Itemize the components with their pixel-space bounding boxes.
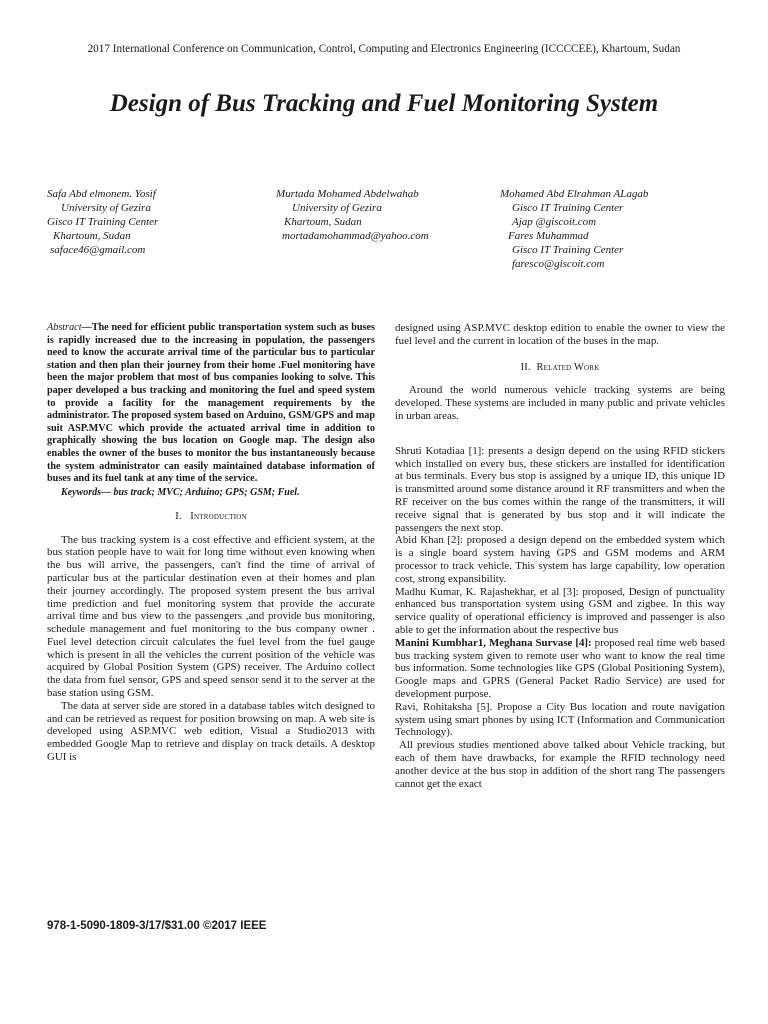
author-email: Ajap @giscoit.com <box>512 216 597 228</box>
section-heading-introduction <box>47 511 375 524</box>
intro-paragraph-2: The data at server side are stored in a database tables witch designed to and can be retrieved as request for position browsing on map. A web site is developed using ASP.MVC web edition, Visual a Studio2013 with embedded Google Map to retrieve and display on track details. A desktop GUI is <box>47 699 375 764</box>
right-column <box>395 322 725 790</box>
paper-title: Design of Bus Tracking and Fuel Monitoring System <box>109 90 659 117</box>
section-number: I. <box>175 510 182 522</box>
section-heading-related-work <box>395 362 725 375</box>
abstract-label: Abstract <box>47 322 82 333</box>
author-block-1 <box>47 187 158 257</box>
intro-paragraph-1: The bus tracking system is a cost effective and efficient system, at the bus station people have to wait for long time without even knowing when the bus will arrive, the passengers, can't find the time of arrival of particular bus at the particular destination even at their homes and plan their journey accordingly. The proposed system present the bus arrival time prediction and fuel monitoring system that provide the accurate arrival time and bus view to the passengers ,and provide bus monitoring, schedule management and fuel monitoring to the bus company owner . Fuel level detection circuit calculates the fuel level from the fuel gauge which is present in all the vehicles the current position of the vehicle was acquired by Global Position System (GPS) receiver. The Arduino collect the data from fuel sensor, GPS and speed sensor send it to the server at the base station using GSM. <box>47 533 375 700</box>
author-affiliation: University of Gezira <box>292 202 382 214</box>
related-paragraph-5 <box>395 637 725 701</box>
related-paragraph-7: All previous studies mentioned above talked about Vehicle tracking, but each of them have drawbacks, for example the RFID technology need another device at the bus stop in addition of the short rang The passengers cannot get the exact <box>395 739 725 790</box>
related-paragraph-6: Ravi, Rohitaksha [5]. Propose a City Bus location and route navigation system using smart phones by using ICT (Information and Communication Technology). <box>395 700 725 739</box>
author-location: Khartoum, Sudan <box>53 230 131 242</box>
keywords-text: bus track; MVC; Arduino; GPS; GSM; Fuel. <box>113 486 300 498</box>
author-affiliation: University of Gezira <box>61 202 151 214</box>
author-email: mortadamohammad@yahoo.com <box>282 230 429 242</box>
author-email: faresco@giscoit.com <box>512 258 605 270</box>
related-paragraph-3: Abid Khan [2]: proposed a design depend on the embedded system which is a single board system having GPS and GSM modems and ARM processor to track vehicle. This system has large capability, low operation cost, strong expansibility. <box>395 534 725 585</box>
author-email: saface46@gmail.com <box>50 244 146 256</box>
author-block-2 <box>276 187 429 243</box>
author-location: Khartoum, Sudan <box>284 216 362 228</box>
author-block-3 <box>500 187 648 271</box>
author-name-secondary: Fares Muhammad <box>508 230 589 242</box>
author-name: Safa Abd elmonem. Yosif <box>47 188 156 200</box>
abstract: Abstract—The need for efficient public transportation system such as buses is rapidly increased due to the increasing in population, the passengers need to know the accurate arrival time of the particular bus to particular station and then plan their journey from their home .Fuel monitoring have been the major problem that most of bus companies looking to solve. This paper developed a bus tracking and monitoring the fuel and speed system to provide a facility for the management requirements by the administrator. The proposed system based on Arduino, GSM/GPS and map suit ASP.MVC which provide the actuated arrival time in addition to graphically showing the bus location on Google map. The design also enables the owner of the buses to monitor the bus instantaneously because the system administrator can easily maintained database information of buses and its fuel tank at any time of the service. <box>47 322 375 485</box>
abstract-text: The need for efficient public transportation system such as buses is rapidly increased due to the increasing in population, the passengers need to know the accurate arrival time of the particular bus to particular station and then plan their journey from their home .Fuel monitoring have been the major problem that most of bus companies looking to solve. This paper developed a bus tracking and monitoring the fuel and speed system to provide a facility for the management requirements by the administrator. The proposed system based on Arduino, GSM/GPS and map suit ASP.MVC which provide the actuated arrival time in addition to graphically showing the bus location on Google map. The design also enables the owner of the buses to monitor the bus instantaneously because the system administrator can easily maintained database information of buses and its fuel tank at any time of the service. <box>47 322 375 485</box>
related-paragraph-5-text: proposed real time web based bus tracking system given to remote user who want to know the real time bus information. Some technologies like GPS (Global Positioning System), Google maps and GPRS (General Packet Radio Service) are used for development purpose. <box>395 636 725 700</box>
author-affiliation: Gisco IT Training Center <box>512 202 624 214</box>
related-paragraph-5-authors: Manini Kumbhar1, Meghana Survase [4]: <box>395 636 592 649</box>
copyright-footer: 978-1-5090-1809-3/17/$31.00 ©2017 IEEE <box>47 920 267 932</box>
keywords-label: Keywords <box>61 486 101 498</box>
section-number: II. <box>520 361 531 373</box>
keywords: Keywords— bus track; MVC; Arduino; GPS; GSM; Fuel. <box>61 486 300 498</box>
author-name: Mohamed Abd Elrahman ALagab <box>500 188 649 200</box>
author-name: Murtada Mohamed Abdelwahab <box>276 188 419 200</box>
related-paragraph-2: Shruti Kotadiaa [1]: presents a design depend on the using RFID stickers which installed on every bus, these stickers are installed for identification at bus terminals. Every bus stop is assigned by a unique ID, this unique ID is transmitted around some distance around it RF transmitters and when the RF receiver on the bus comes within the range of the transmitters, it will receive signal that is generated by bus stop and it will indicate the passengers the next stop. <box>395 444 725 534</box>
conference-header: 2017 International Conference on Communication, Control, Computing and Electronics Engineering (ICCCCEE), Khartoum, Sudan <box>87 43 681 55</box>
section-title: Related Work <box>536 361 600 373</box>
author-affiliation: Gisco IT Training Center <box>47 216 159 228</box>
section-title: Introduction <box>190 510 247 522</box>
related-paragraph-4: Madhu Kumar, K. Rajashekhar, et al [3]: proposed, Design of punctuality enhanced bus transportation system using GSM and zigbee. In this way service quality of operational efficiency is improved and passenger is also able to get the information about the respective bus <box>395 585 725 636</box>
intro-paragraph-3: designed using ASP.MVC desktop edition to enable the owner to view the fuel level and the current in location of the buses in the map. <box>395 322 725 347</box>
left-column <box>47 322 375 764</box>
related-paragraph-1: Around the world numerous vehicle tracking systems are being developed. These systems are included in many public and private vehicles in urban areas. <box>395 384 725 422</box>
author-affiliation: Gisco IT Training Center <box>512 244 624 256</box>
